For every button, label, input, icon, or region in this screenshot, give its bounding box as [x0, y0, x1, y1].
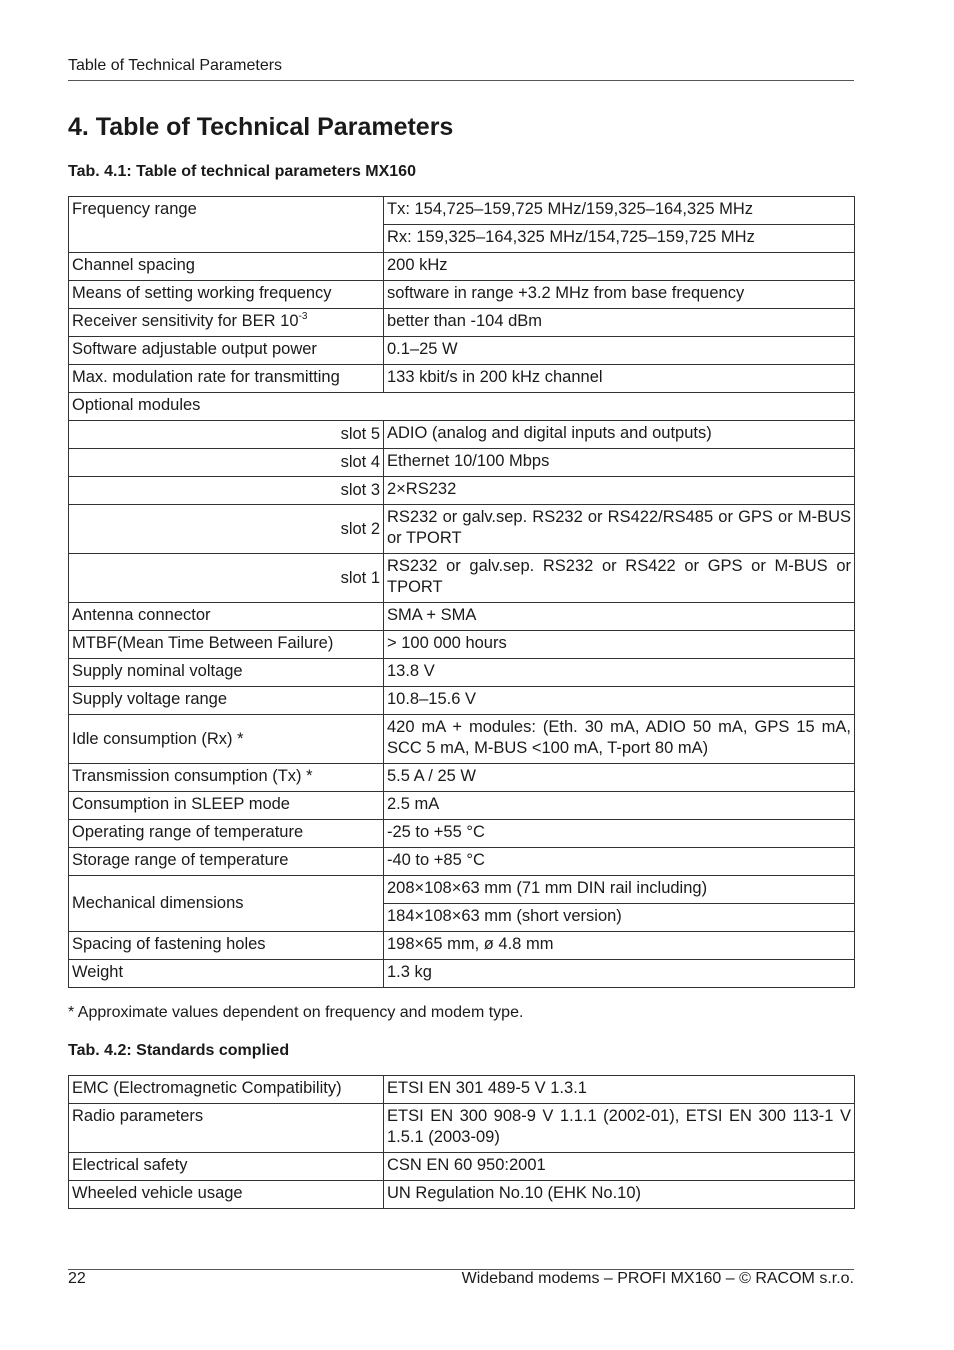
table-row: [69, 505, 855, 554]
table-row: [69, 393, 855, 421]
table1-caption: Tab. 4.1: Table of technical parameters MX160: [68, 163, 416, 180]
table-row: [69, 197, 855, 225]
page-number: 22: [68, 1270, 86, 1287]
table-row: [69, 309, 855, 337]
slot-label: slot 3: [69, 477, 384, 505]
param-label: Mechanical dimensions: [69, 876, 384, 932]
table-row: [69, 659, 855, 687]
table-row: [69, 820, 855, 848]
slot-label: slot 4: [69, 449, 384, 477]
table-row: [69, 687, 855, 715]
table-row: [69, 449, 855, 477]
param-label: Transmission consumption (Tx) *: [69, 764, 384, 792]
table-row: [69, 1104, 855, 1153]
standard-label: Electrical safety: [69, 1153, 384, 1181]
standard-value: UN Regulation No.10 (EHK No.10): [384, 1181, 855, 1209]
standard-value: ETSI EN 300 908-9 V 1.1.1 (2002-01), ETSI EN 300 113-1 V 1.5.1 (2003-09): [384, 1104, 855, 1153]
table-row: [69, 932, 855, 960]
standard-label: Radio parameters: [69, 1104, 384, 1153]
table-row: [69, 337, 855, 365]
param-value: -25 to +55 °C: [384, 820, 855, 848]
table-row: [69, 1076, 855, 1104]
param-value: 198×65 mm, ø 4.8 mm: [384, 932, 855, 960]
param-label: Antenna connector: [69, 603, 384, 631]
param-label: Frequency range: [69, 197, 384, 253]
technical-parameters-table: [68, 196, 855, 988]
standard-value: ETSI EN 301 489-5 V 1.3.1: [384, 1076, 855, 1104]
table-row: [69, 960, 855, 988]
param-value: 5.5 A / 25 W: [384, 764, 855, 792]
slot-value: Ethernet 10/100 Mbps: [384, 449, 855, 477]
param-value: 200 kHz: [384, 253, 855, 281]
table-row: [69, 1153, 855, 1181]
running-header: Table of Technical Parameters: [68, 57, 283, 74]
table-row: [69, 764, 855, 792]
ber-exponent: -3: [298, 310, 308, 322]
param-label: Means of setting working frequency: [69, 281, 384, 309]
table-row: [69, 477, 855, 505]
table-row: [69, 365, 855, 393]
standard-value: CSN EN 60 950:2001: [384, 1153, 855, 1181]
param-label: Supply voltage range: [69, 687, 384, 715]
table-row: [69, 603, 855, 631]
slot-value: RS232 or galv.sep. RS232 or RS422/RS485 or GPS or M-BUS or TPORT: [384, 505, 855, 554]
slot-value: 2×RS232: [384, 477, 855, 505]
param-value: 208×108×63 mm (71 mm DIN rail including): [384, 876, 855, 904]
table-row: [69, 848, 855, 876]
param-label: Supply nominal voltage: [69, 659, 384, 687]
table-row: [69, 792, 855, 820]
table-row: [69, 421, 855, 449]
table-row: [69, 281, 855, 309]
footnote: * Approximate values dependent on frequency and modem type.: [68, 1004, 524, 1021]
sensitivity-label: Receiver sensitivity for BER 10: [72, 312, 299, 330]
table2-caption: Tab. 4.2: Standards complied: [68, 1042, 290, 1059]
param-value: Rx: 159,325–164,325 MHz/154,725–159,725 MHz: [384, 225, 855, 253]
standard-label: EMC (Electromagnetic Compatibility): [69, 1076, 384, 1104]
section-label: Optional modules: [69, 393, 855, 421]
param-value: -40 to +85 °C: [384, 848, 855, 876]
table-row: [69, 631, 855, 659]
param-label: Storage range of temperature: [69, 848, 384, 876]
param-value: > 100 000 hours: [384, 631, 855, 659]
param-label: Software adjustable output power: [69, 337, 384, 365]
param-value: 10.8–15.6 V: [384, 687, 855, 715]
param-value: 0.1–25 W: [384, 337, 855, 365]
param-value: 184×108×63 mm (short version): [384, 904, 855, 932]
param-value: 13.8 V: [384, 659, 855, 687]
header-divider: [68, 80, 854, 81]
standard-label: Wheeled vehicle usage: [69, 1181, 384, 1209]
slot-label: slot 1: [69, 554, 384, 603]
param-label: Max. modulation rate for transmitting: [69, 365, 384, 393]
param-label: Weight: [69, 960, 384, 988]
param-label: Spacing of fastening holes: [69, 932, 384, 960]
standards-table: [68, 1075, 855, 1209]
param-value: 133 kbit/s in 200 kHz channel: [384, 365, 855, 393]
param-value: SMA + SMA: [384, 603, 855, 631]
param-value: 1.3 kg: [384, 960, 855, 988]
table-row: [69, 554, 855, 603]
param-label: Consumption in SLEEP mode: [69, 792, 384, 820]
param-label: Operating range of temperature: [69, 820, 384, 848]
param-label: [69, 309, 384, 337]
page-title: 4. Table of Technical Parameters: [68, 113, 454, 141]
param-value: software in range +3.2 MHz from base frequency: [384, 281, 855, 309]
param-value: 2.5 mA: [384, 792, 855, 820]
param-label: Idle consumption (Rx) *: [69, 715, 384, 764]
param-label: Channel spacing: [69, 253, 384, 281]
table-row: [69, 715, 855, 764]
param-value: Tx: 154,725–159,725 MHz/159,325–164,325 MHz: [384, 197, 855, 225]
slot-value: ADIO (analog and digital inputs and outputs): [384, 421, 855, 449]
slot-value: RS232 or galv.sep. RS232 or RS422 or GPS or M-BUS or TPORT: [384, 554, 855, 603]
slot-label: slot 2: [69, 505, 384, 554]
param-value: better than -104 dBm: [384, 309, 855, 337]
footer-document-title: Wideband modems – PROFI MX160 – © RACOM s.r.o.: [461, 1270, 854, 1287]
param-label: MTBF(Mean Time Between Failure): [69, 631, 384, 659]
table-row: [69, 1181, 855, 1209]
slot-label: slot 5: [69, 421, 384, 449]
param-value: 420 mA + modules: (Eth. 30 mA, ADIO 50 mA, GPS 15 mA, SCC 5 mA, M-BUS <100 mA, T-port 80 mA): [384, 715, 855, 764]
table-row: [69, 876, 855, 904]
table-row: [69, 253, 855, 281]
